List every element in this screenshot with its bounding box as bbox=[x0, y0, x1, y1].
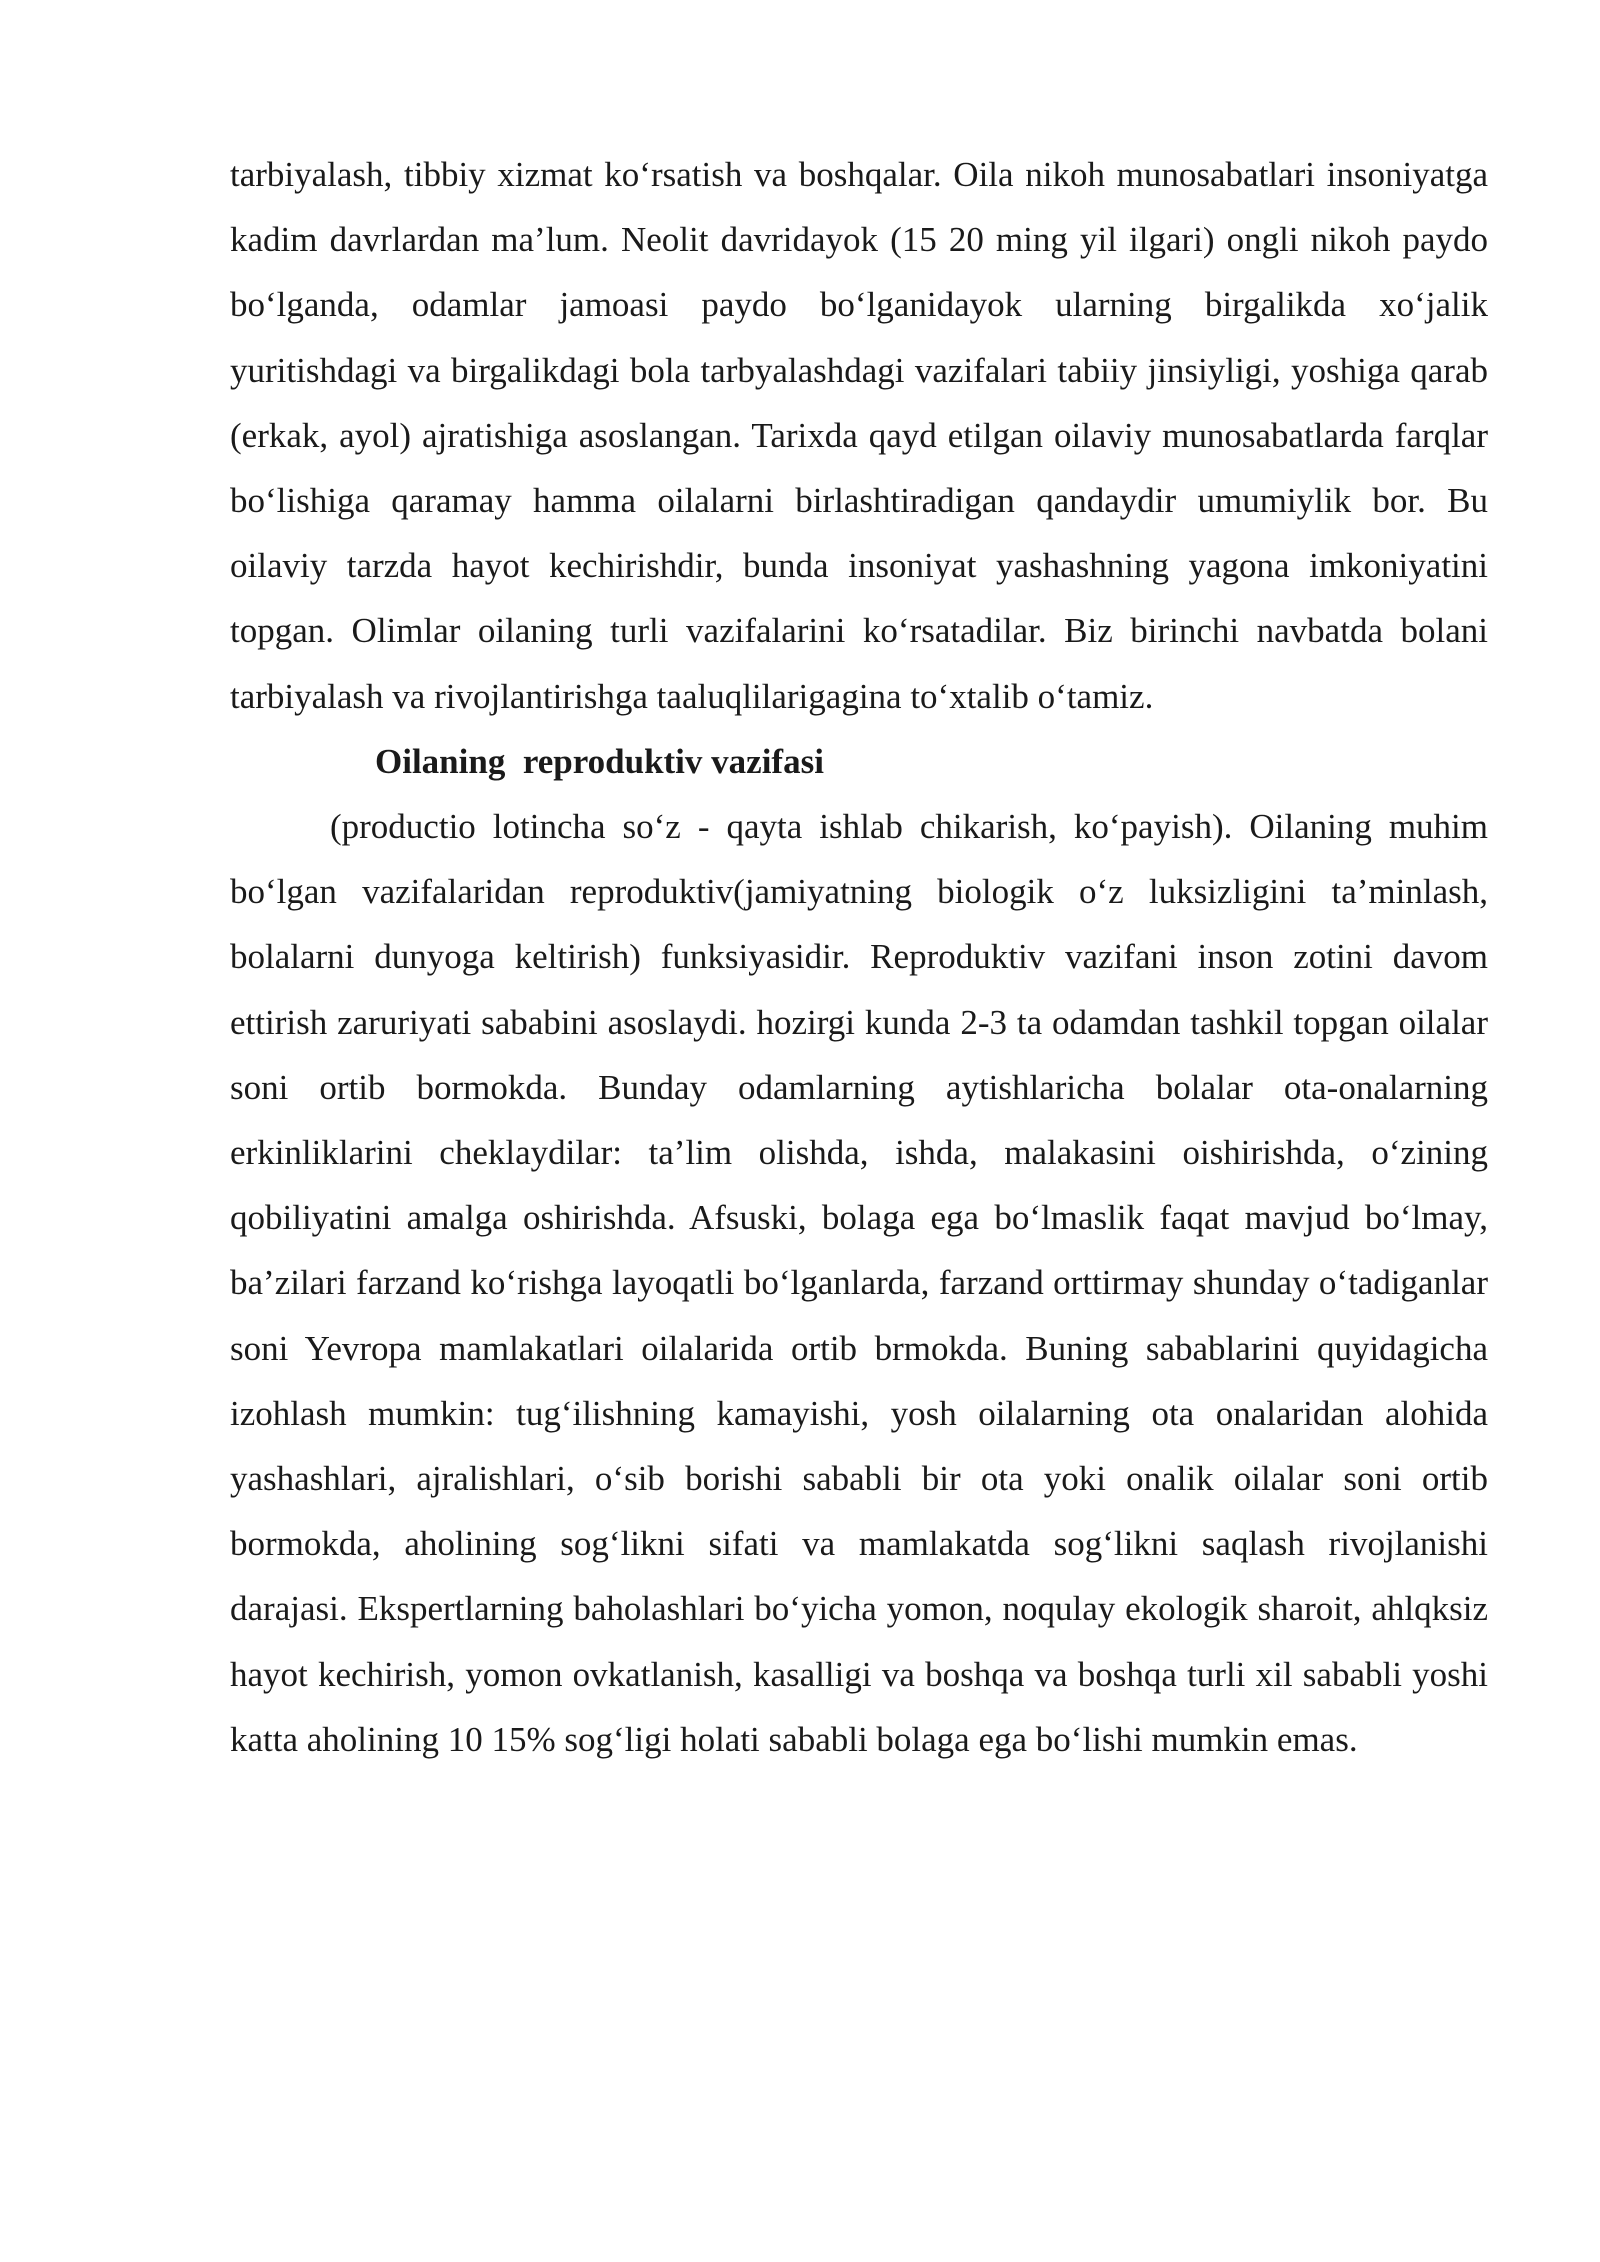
section-heading: Oilaning reproduktiv vazifasi bbox=[375, 741, 824, 781]
body-paragraph: (productio lotincha so‘z - qayta ishlab chikarish, ko‘payish). Oilaning muhim bo‘lgan vazifalaridan reproduktiv(jamiyatning biologik o‘z luksizligini ta’minlash, bolalarni dunyoga keltirish) funksiyasidir. Reproduktiv vazifani inson zotini davom ettirish zaruriyati sababini asoslaydi. hozirgi kunda 2-3 ta odamdan tashkil topgan oilalar soni ortib bormokda. Bunday odamlarning aytishlaricha bolalar ota-onalarning erkinliklarini cheklaydilar: ta’lim olishda, ishda, malakasini oishirishda, o‘zining qobiliyatini amalga oshirishda. Afsuski, bolaga ega bo‘lmaslik faqat mavjud bo‘lmay, ba’zilari farzand ko‘rishga layoqatli bo‘lganlarda, farzand orttirmay shunday o‘tadiganlar soni Yevropa mamlakatlari oilalarida ortib brmokda. Buning sabablarini quyidagicha izohlash mumkin: tug‘ilishning kamayishi, yosh oilalarning ota onalaridan alohida yashashlari, ajralishlari, o‘sib borishi sababli bir ota yoki onalik oilalar soni ortib bormokda, aholining sog‘likni sifati va mamlakatda sog‘likni saqlash rivojlanishi darajasi. Ekspertlarning baholashlari bo‘yicha yomon, noqulay ekologik sharoit, ahlqksiz hayot kechirish, yomon ovkatlanish, kasalligi va boshqa va boshqa turli xil sababli yoshi katta aholining 10 15% sog‘ligi holati sababli bolaga ega bo‘lishi mumkin emas. bbox=[230, 807, 1488, 1759]
document-page bbox=[230, 142, 1488, 1772]
body-paragraph: tarbiyalash, tibbiy xizmat ko‘rsatish va boshqalar. Oila nikoh munosabatlari insoniyatga kadim davrlardan ma’lum. Neolit davridayok (15 20 ming yil ilgari) ongli nikoh paydo bo‘lganda, odamlar jamoasi paydo bo‘lganidayok ularning birgalikda xo‘jalik yuritishdagi va birgalikdagi bola tarbyalashdagi vazifalari tabiiy jinsiyligi, yoshiga qarab (erkak, ayol) ajratishiga asoslangan. Tarixda qayd etilgan oilaviy munosabatlarda farqlar bo‘lishiga qaramay hamma oilalarni birlashtiradigan qandaydir umumiylik bor. Bu oilaviy tarzda hayot kechirishdir, bunda insoniyat yashashning yagona imkoniyatini topgan. Olimlar oilaning turli vazifalarini ko‘rsatadilar. Biz birinchi navbatda bolani tarbiyalash va rivojlantirishga taaluqlilarigagina to‘xtalib o‘tamiz. bbox=[230, 155, 1488, 716]
